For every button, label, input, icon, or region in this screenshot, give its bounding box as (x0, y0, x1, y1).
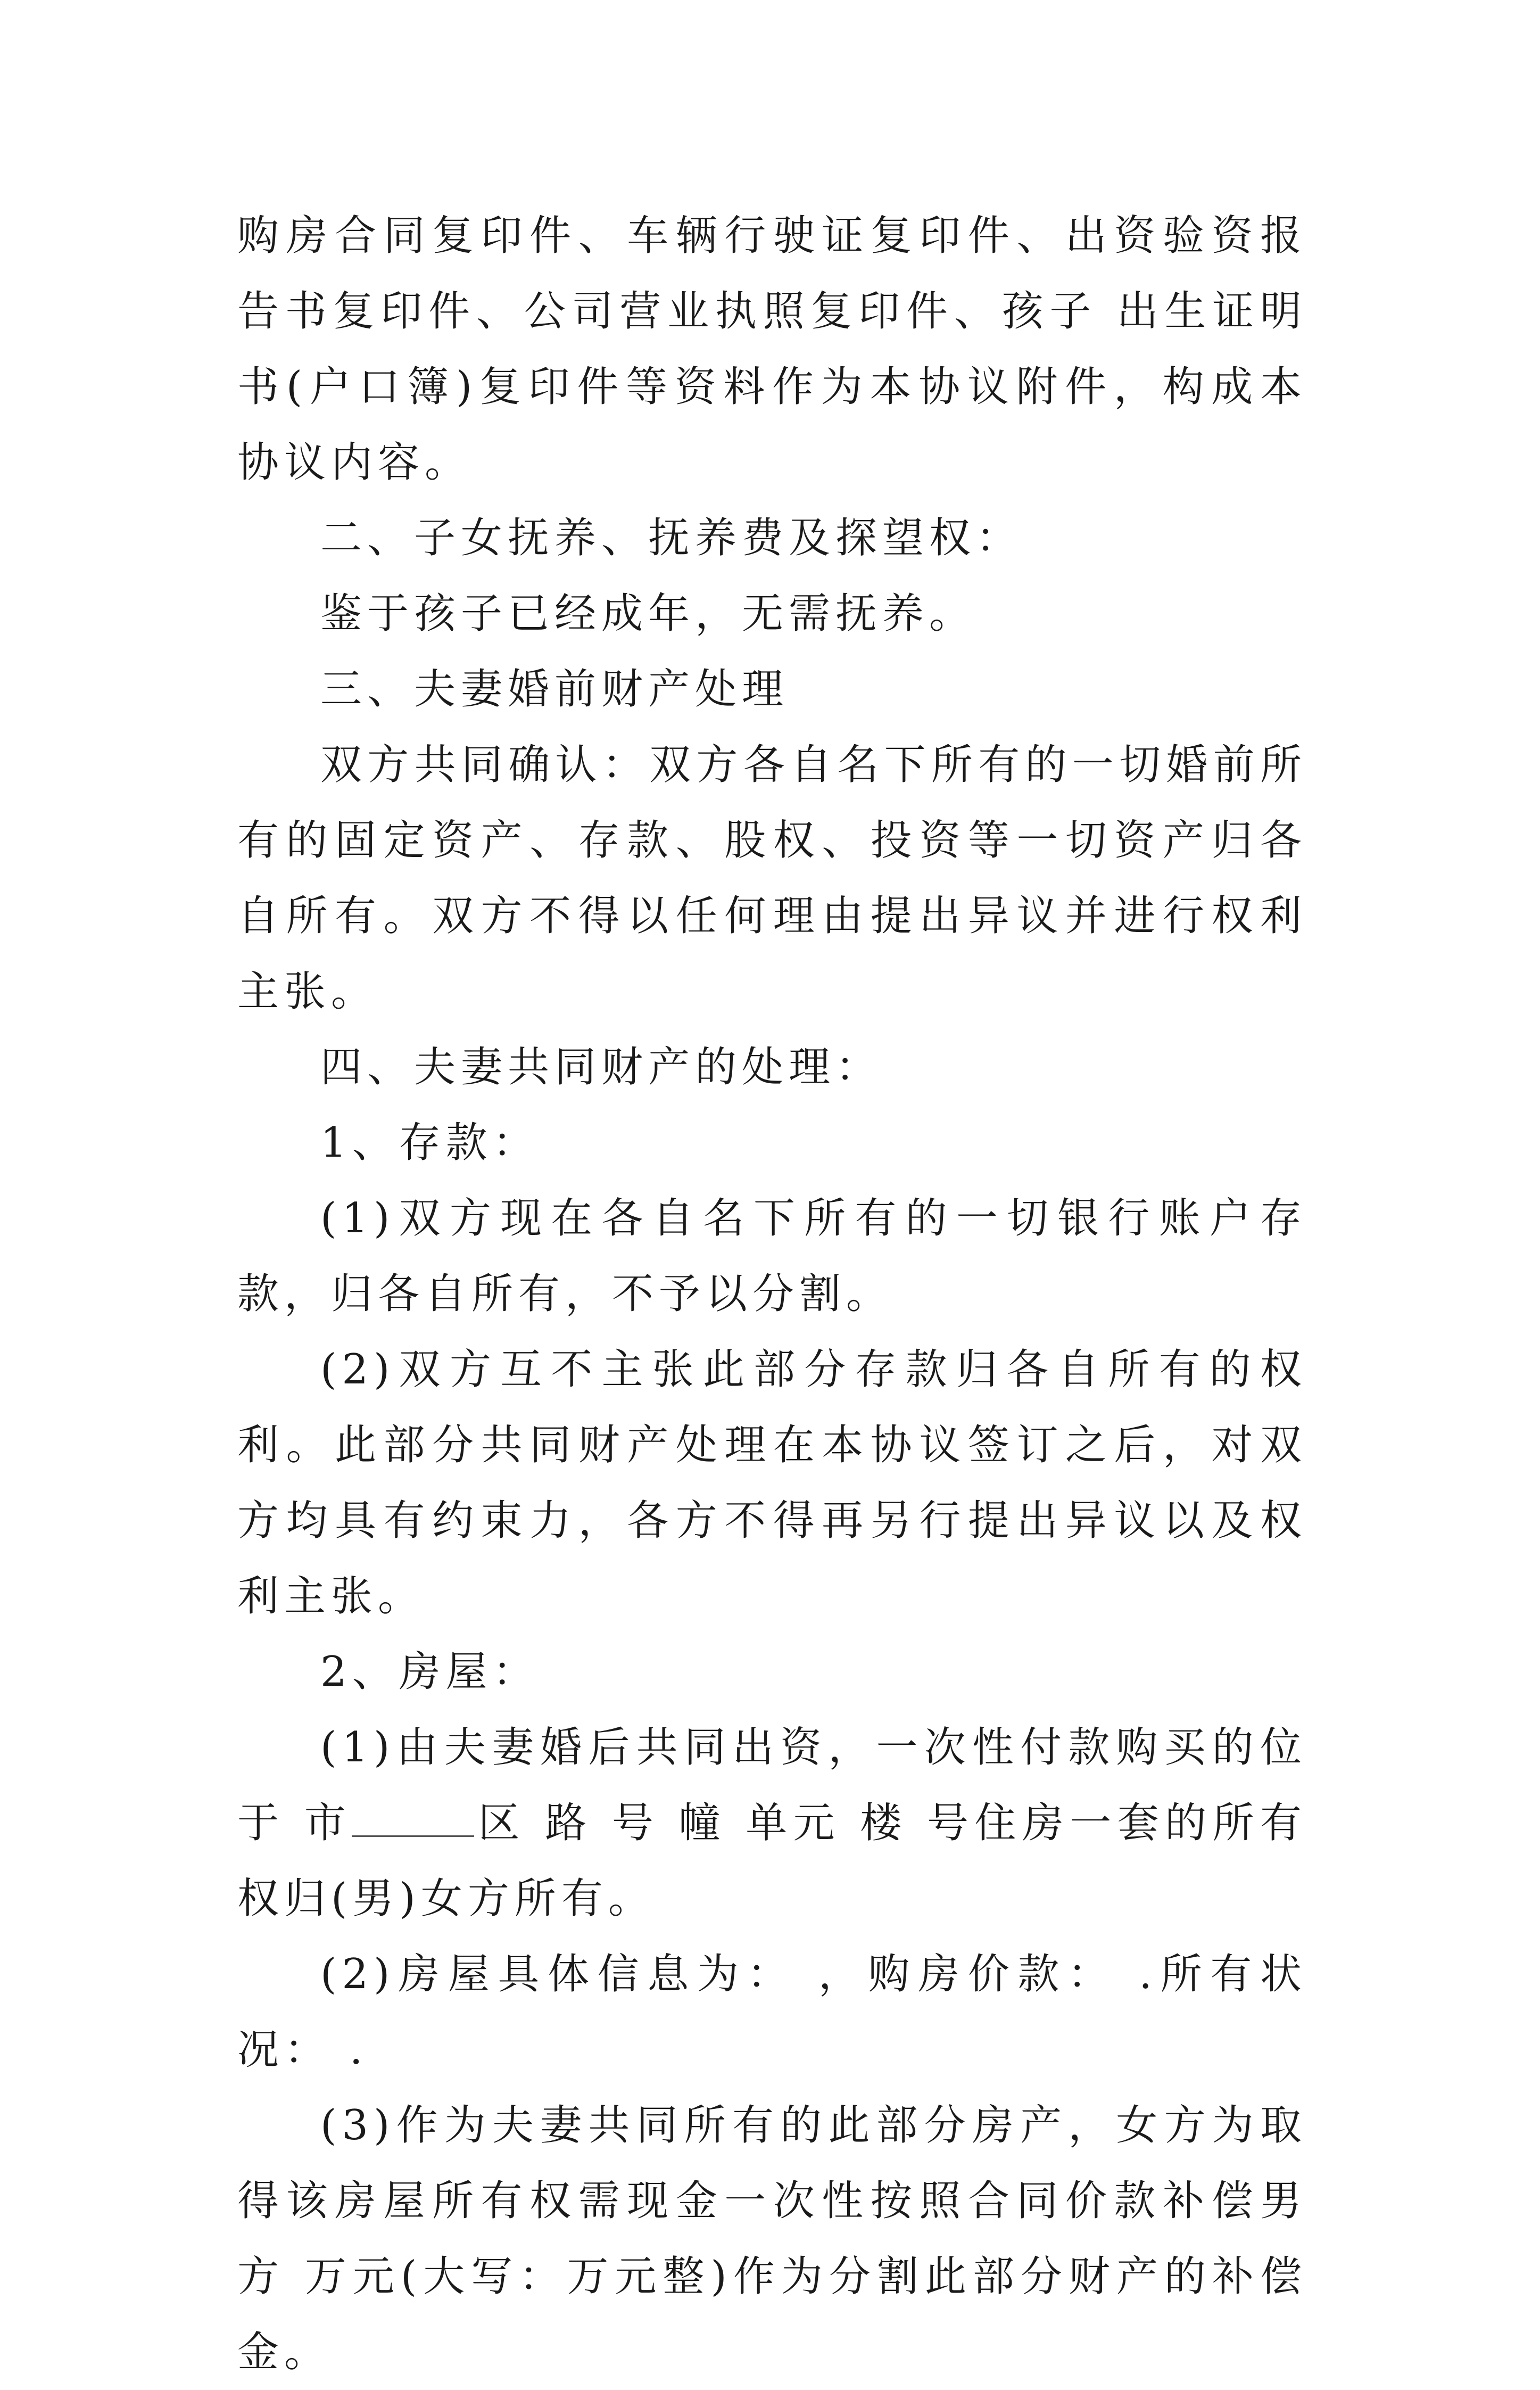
paragraph-house-2: (2)房屋具体信息为： ，购房价款： .所有状况： . (237, 1950, 1307, 2074)
paragraph-child-adult: 鉴于孩子已经成年，无需抚养。 (320, 590, 976, 638)
heading-house: 2、房屋： (320, 1648, 540, 1696)
paragraph-house-3: (3)作为夫妻共同所有的此部分房产，女方为取得该房屋所有权需现金一次性按照合同价款补偿男方 万元(大写：万元整)作为分割此部分财产的补偿金。 (237, 2101, 1307, 2376)
house-1-text-after: 区 路 号 幢 单元 楼 号住房一套的所有权归(男)女方所有。 (237, 1799, 1307, 1923)
heading-joint-property: 四、夫妻共同财产的处理： (320, 1043, 883, 1091)
document-body (237, 198, 1307, 2390)
paragraph-house-1 (237, 1710, 1307, 1936)
heading-deposits: 1、存款： (320, 1119, 540, 1167)
heading-child-support: 二、子女抚养、抚养费及探望权： (320, 514, 1023, 562)
paragraph-attachments: 购房合同复印件、车辆行驶证复印件、出资验资报告书复印件、公司营业执照复印件、孩子 出生证明书(户口簿)复印件等资料作为本协议附件，构成本协议内容。 (237, 212, 1307, 487)
paragraph-premarital-confirm: 双方共同确认：双方各自名下所有的一切婚前所有的固定资产、存款、股权、投资等一切资产归各自所有。双方不得以任何理由提出异议并进行权利主张。 (237, 741, 1307, 1016)
house-1-text-before: (1)由夫妻婚后共同出资，一次性付款购买的位于 市 (237, 1724, 1307, 1847)
heading-premarital-property: 三、夫妻婚前财产处理 (320, 665, 789, 713)
paragraph-deposits-2: (2)双方互不主张此部分存款归各自所有的权利。此部分共同财产处理在本协议签订之后，对双方均具有约束力，各方不得再另行提出异议以及权利主张。 (237, 1346, 1307, 1620)
paragraph-deposits-1: (1)双方现在各自名下所有的一切银行账户存款，归各自所有，不予以分割。 (237, 1194, 1307, 1318)
blank-underline (352, 1825, 474, 1837)
